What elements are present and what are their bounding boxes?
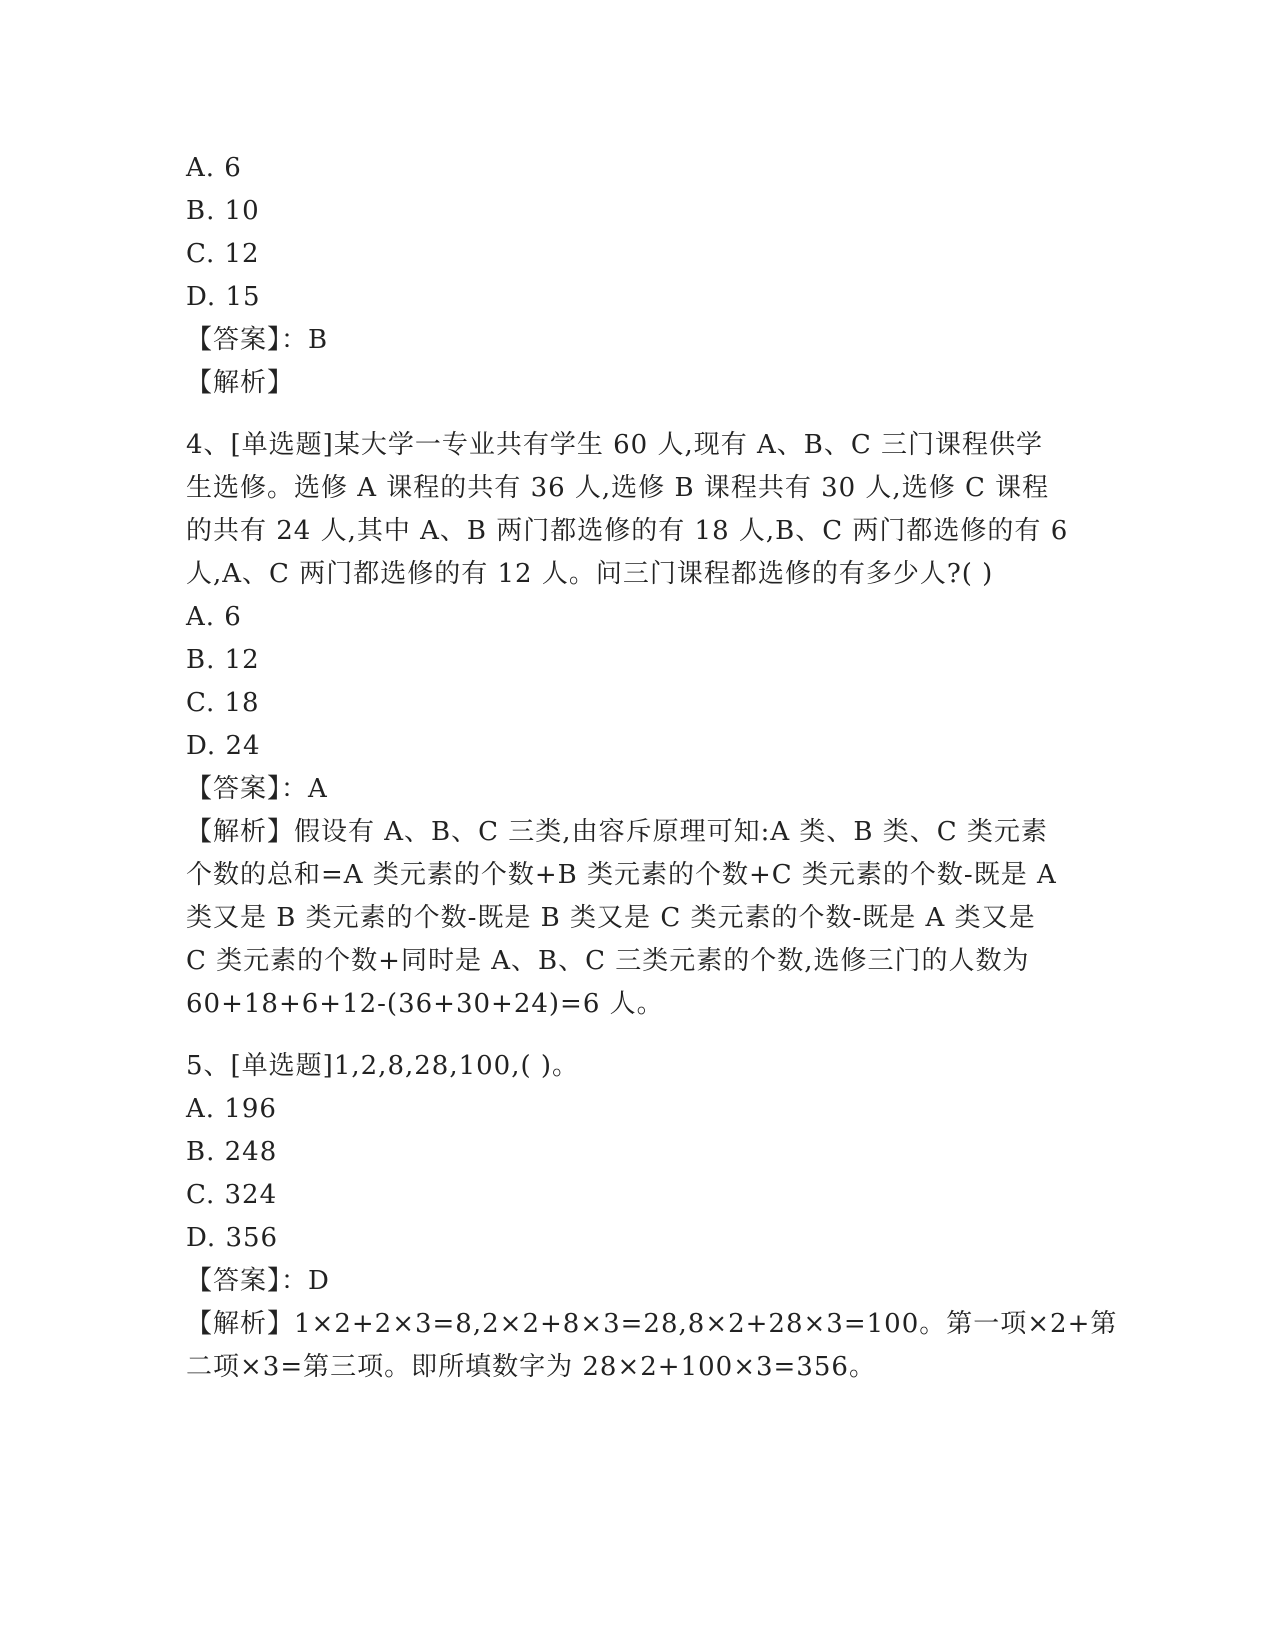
option-b: B. 248 xyxy=(186,1137,278,1167)
analysis-line: 【解析】 xyxy=(186,368,295,398)
option-b: B. 10 xyxy=(186,196,260,226)
analysis-line: 【解析】1×2+2×3=8,2×2+8×3=28,8×2+28×3=100。第一项×2+第 xyxy=(186,1309,1118,1339)
answer-line: 【答案】：D xyxy=(186,1266,330,1296)
answer-line: 【答案】：B xyxy=(186,325,329,355)
option-d: D. 15 xyxy=(186,282,261,312)
option-c: C. 18 xyxy=(186,688,260,718)
option-d: D. 24 xyxy=(186,731,261,761)
question-4-block xyxy=(186,424,1086,1026)
option-c: C. 324 xyxy=(186,1180,278,1210)
answer-line: 【答案】：A xyxy=(186,774,328,804)
question-5-block xyxy=(186,1045,1118,1389)
document-page xyxy=(186,147,1118,1389)
option-d: D. 356 xyxy=(186,1223,279,1253)
question-stem-line: 4、[单选题]某大学一专业共有学生 60 人,现有 A、B、C 三门课程供学 xyxy=(186,430,1044,460)
analysis-line: 【解析】假设有 A、B、C 三类,由容斥原理可知:A 类、B 类、C 类元素 xyxy=(186,817,1048,847)
option-a: A. 6 xyxy=(186,602,242,632)
question-stem-line: 生选修。选修 A 课程的共有 36 人,选修 B 课程共有 30 人,选修 C 课程 xyxy=(186,473,1050,503)
analysis-line: 二项×3=第三项。即所填数字为 28×2+100×3=356。 xyxy=(186,1352,876,1382)
question-3-block xyxy=(186,147,1086,405)
question-stem-line: 5、[单选题]1,2,8,28,100,( )。 xyxy=(186,1051,580,1081)
question-stem-line: 的共有 24 人,其中 A、B 两门都选修的有 18 人,B、C 两门都选修的有 6 xyxy=(186,516,1069,546)
analysis-line: 个数的总和=A 类元素的个数+B 类元素的个数+C 类元素的个数-既是 A xyxy=(186,860,1057,890)
analysis-line: 60+18+6+12-(36+30+24)=6 人。 xyxy=(186,989,664,1019)
analysis-line: C 类元素的个数+同时是 A、B、C 三类元素的个数,选修三门的人数为 xyxy=(186,946,1030,976)
option-a: A. 6 xyxy=(186,153,242,183)
option-c: C. 12 xyxy=(186,239,260,269)
question-stem-line: 人,A、C 两门都选修的有 12 人。问三门课程都选修的有多少人?( ) xyxy=(186,559,994,589)
option-b: B. 12 xyxy=(186,645,260,675)
analysis-line: 类又是 B 类元素的个数-既是 B 类又是 C 类元素的个数-既是 A 类又是 xyxy=(186,903,1036,933)
option-a: A. 196 xyxy=(186,1094,277,1124)
